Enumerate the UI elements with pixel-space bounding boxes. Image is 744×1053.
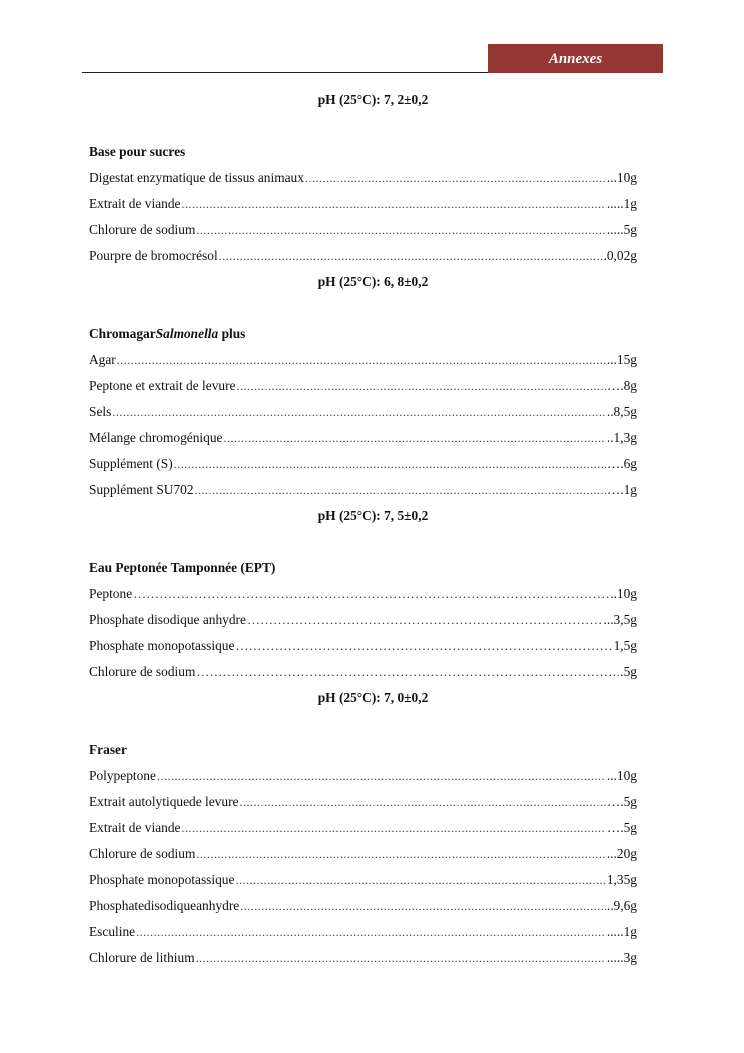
ingredient-name: Peptone et extrait de levure <box>89 378 236 393</box>
ingredient-quantity: ..9,6g <box>606 898 637 913</box>
ingredient-row <box>89 347 637 373</box>
ingredient-name: Supplément SU702 <box>89 482 194 497</box>
dot-leader <box>112 399 606 425</box>
ingredient-row <box>89 451 637 477</box>
section-title-text: Fraser <box>89 742 127 757</box>
dot-leader <box>240 893 606 919</box>
ingredient-quantity: ….6g <box>606 456 637 471</box>
ingredient-quantity: ….5g <box>606 820 637 835</box>
dot-leader <box>181 815 605 841</box>
annexes-label: Annexes <box>548 51 603 67</box>
ph-line: pH (25°C): 7, 0±0,2 <box>317 690 429 705</box>
section-title-text: Eau Peptonée Tamponnée (EPT) <box>89 560 276 575</box>
dot-leader <box>247 607 603 633</box>
dot-leader <box>239 789 605 815</box>
section-title <box>89 321 637 347</box>
ingredient-quantity: ...10g <box>606 170 637 185</box>
ingredient-quantity: .....5g <box>606 222 637 237</box>
ingredient-row <box>89 815 637 841</box>
ingredient-name: Extrait de viande <box>89 820 181 835</box>
ingredient-quantity: ..1,3g <box>606 430 637 445</box>
ingredient-row <box>89 659 637 685</box>
ingredient-quantity: ...10g <box>606 768 637 783</box>
spacer <box>89 529 637 555</box>
ingredient-name: Supplément (S) <box>89 456 173 471</box>
dot-leader <box>196 659 619 685</box>
ingredient-quantity: ….5g <box>606 794 637 809</box>
ingredient-name: Phosphatedisodiqueanhydre <box>89 898 240 913</box>
ingredient-name: Extrait de viande <box>89 196 181 211</box>
ingredient-name: Sels <box>89 404 112 419</box>
dot-leader <box>235 633 612 659</box>
ingredient-quantity: ..8,5g <box>606 404 637 419</box>
ingredient-quantity: ..10g <box>610 586 637 601</box>
section-title-suffix: plus <box>218 326 246 341</box>
ingredient-quantity: ….1g <box>606 482 637 497</box>
ingredient-row <box>89 477 637 503</box>
dot-leader <box>305 165 606 191</box>
ingredient-name: Esculine <box>89 924 136 939</box>
ingredient-row <box>89 945 637 971</box>
ingredient-row <box>89 607 637 633</box>
header-rule <box>82 72 488 73</box>
ingredient-quantity: .....1g <box>606 924 637 939</box>
ingredient-quantity: .5g <box>620 664 637 679</box>
section-title <box>89 139 637 165</box>
ingredient-row <box>89 399 637 425</box>
ingredient-row <box>89 581 637 607</box>
ingredient-row <box>89 425 637 451</box>
ingredient-row <box>89 789 637 815</box>
ph-line: pH (25°C): 6, 8±0,2 <box>317 274 429 289</box>
ingredient-row <box>89 867 637 893</box>
spacer <box>89 295 637 321</box>
ingredient-quantity: ...3,5g <box>603 612 637 627</box>
section-title <box>89 737 637 763</box>
ingredient-row <box>89 763 637 789</box>
ph-line: pH (25°C): 7, 2±0,2 <box>317 92 429 107</box>
ph-line: pH (25°C): 7, 5±0,2 <box>317 508 429 523</box>
dot-leader <box>117 347 606 373</box>
ingredient-name: Chlorure de sodium <box>89 846 196 861</box>
dot-leader <box>195 477 606 503</box>
dot-leader <box>136 919 606 945</box>
ingredient-row <box>89 919 637 945</box>
ingredient-quantity: .....3g <box>606 950 637 965</box>
ingredient-name: Chlorure de sodium <box>89 222 196 237</box>
document-body <box>89 87 637 971</box>
ingredient-name: Extrait autolytiquede levure <box>89 794 239 809</box>
dot-leader <box>133 581 609 607</box>
section-title-text: Chromagar <box>89 326 156 341</box>
ingredient-name: Phosphate monopotassique <box>89 872 235 887</box>
ingredient-row <box>89 373 637 399</box>
dot-leader <box>181 191 605 217</box>
spacer <box>89 113 637 139</box>
ingredient-quantity: .....1g <box>606 196 637 211</box>
ingredient-name: Phosphate disodique anhydre <box>89 612 246 627</box>
dot-leader <box>196 841 605 867</box>
section-title <box>89 555 637 581</box>
ingredient-quantity: 1,35g <box>606 872 637 887</box>
ingredient-name: Pourpre de bromocrésol <box>89 248 218 263</box>
ingredient-quantity: ...20g <box>606 846 637 861</box>
ingredient-row <box>89 217 637 243</box>
ingredient-quantity: 1,5g <box>613 638 637 653</box>
annexes-header-tab <box>488 44 663 73</box>
ingredient-row <box>89 165 637 191</box>
ingredient-name: Digestat enzymatique de tissus animaux <box>89 170 304 185</box>
ingredient-name: Mélange chromogénique <box>89 430 223 445</box>
dot-leader <box>157 763 606 789</box>
ingredient-quantity: ….8g <box>606 378 637 393</box>
ingredient-name: Peptone <box>89 586 133 601</box>
ingredient-quantity: .0,02g <box>603 248 637 263</box>
ingredient-name: Chlorure de sodium <box>89 664 196 679</box>
dot-leader <box>196 217 605 243</box>
section-title-text: Base pour sucres <box>89 144 186 159</box>
ingredient-row <box>89 243 637 269</box>
dot-leader <box>237 373 606 399</box>
ingredient-name: Agar <box>89 352 116 367</box>
section-title-italic: Salmonella <box>155 326 219 341</box>
ingredient-row <box>89 841 637 867</box>
dot-leader <box>224 425 606 451</box>
spacer <box>89 711 637 737</box>
dot-leader <box>219 243 603 269</box>
dot-leader <box>174 451 606 477</box>
dot-leader <box>235 867 605 893</box>
ingredient-row <box>89 191 637 217</box>
ingredient-row <box>89 893 637 919</box>
dot-leader <box>196 945 606 971</box>
ingredient-name: Polypeptone <box>89 768 156 783</box>
ingredient-row <box>89 633 637 659</box>
ingredient-quantity: ...15g <box>606 352 637 367</box>
ingredient-name: Phosphate monopotassique <box>89 638 235 653</box>
ingredient-name: Chlorure de lithium <box>89 950 195 965</box>
